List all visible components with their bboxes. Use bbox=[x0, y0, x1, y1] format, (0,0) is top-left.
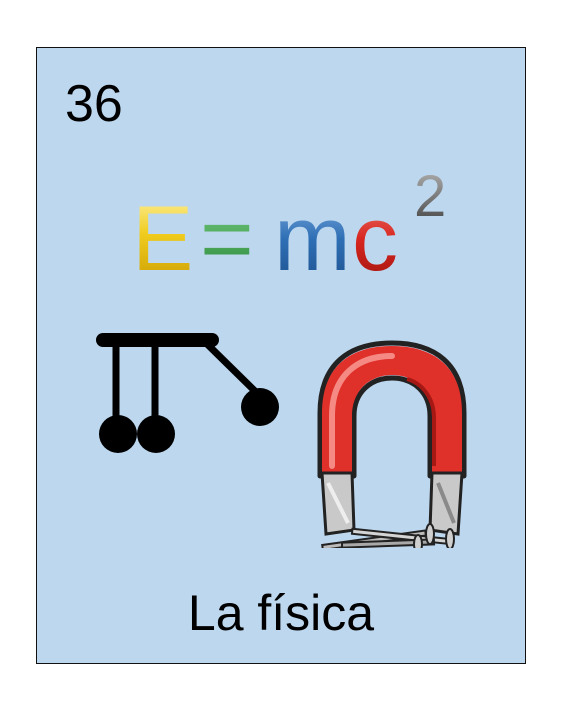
emc2-formula bbox=[132, 160, 462, 290]
loteria-card bbox=[36, 47, 526, 664]
card-number: 36 bbox=[65, 75, 123, 133]
formula-c: c bbox=[352, 188, 398, 290]
formula-m: m bbox=[274, 188, 351, 290]
formula-E: E bbox=[132, 188, 194, 290]
newtons-cradle-icon bbox=[92, 320, 292, 470]
horseshoe-magnet-icon bbox=[312, 338, 472, 548]
formula-equals: = bbox=[200, 188, 254, 290]
formula-exponent: 2 bbox=[414, 164, 447, 229]
card-title: La física bbox=[187, 585, 375, 641]
